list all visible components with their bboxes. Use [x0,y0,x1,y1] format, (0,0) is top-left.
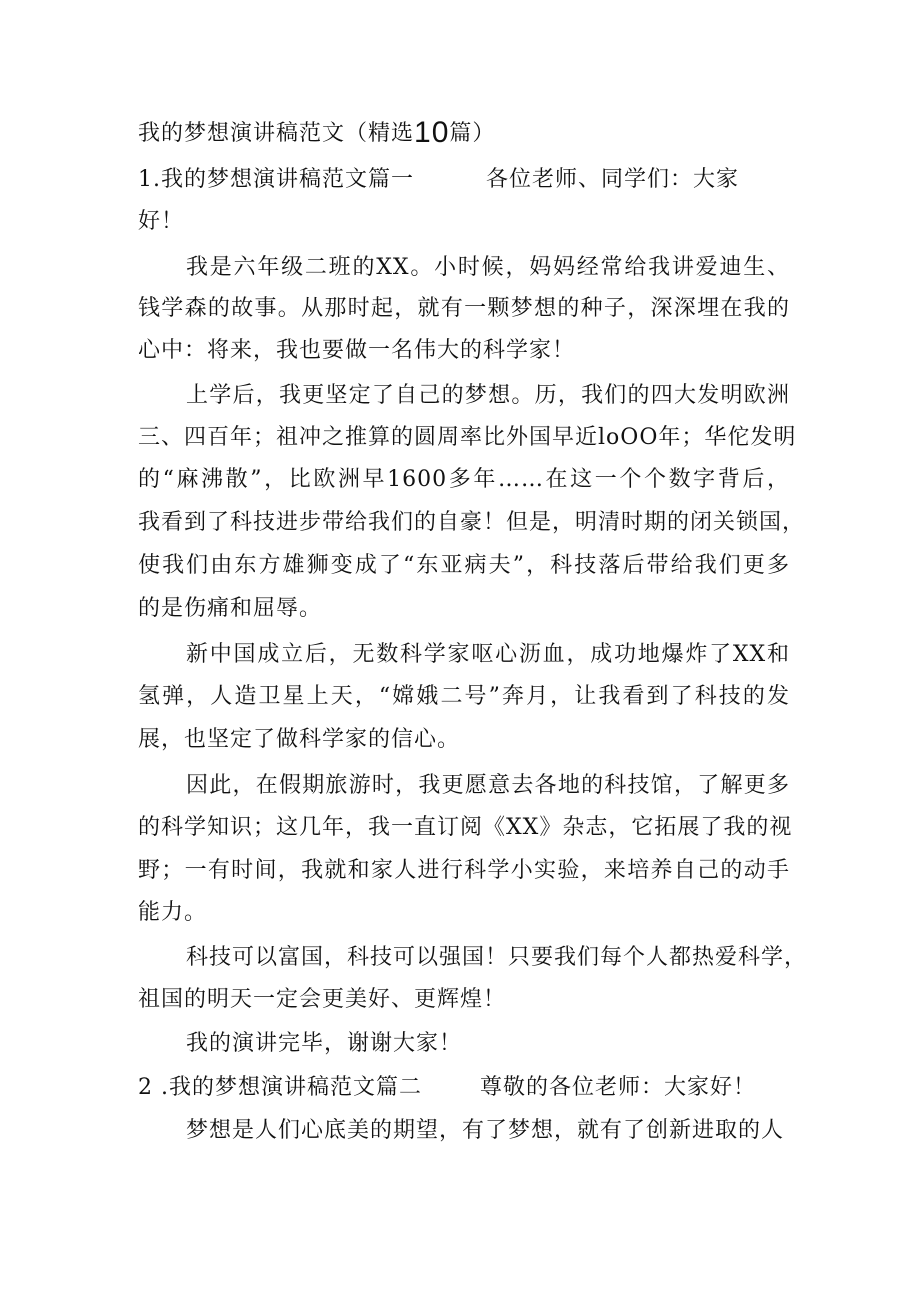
paragraph-line: 野；一有时间，我就和家人进行科学小实验，来培养自己的动手 [138,858,790,883]
section1-heading: 1.我的梦想演讲稿范文篇一 [138,167,414,192]
paragraph-line: 氢弹，人造卫星上天，“嫦娥二号”奔月，让我看到了科技的发 [138,684,790,709]
section1-heading-line [138,165,798,195]
paragraph-line: 祖国的明天一定会更美好、更辉煌！ [138,987,507,1012]
paragraph-line: 科技可以富国，科技可以强国！只要我们每个人都热爱科学， [186,945,808,970]
paragraph-line: 的“麻沸散”，比欧洲早1600多年……在这一个个数字背后， [138,467,790,492]
paragraph-line: 的科学知识；这几年，我一直订阅《XX》杂志，它拓展了我的视 [138,815,793,840]
paragraph-line: 三、四百年；祖冲之推算的圆周率比外国早近loOO年；华佗发明 [138,425,797,450]
section1-greeting: 各位老师、同学们：大家 [486,167,740,192]
paragraph-line: 我看到了科技进步带给我们的自豪！但是，明清时期的闭关锁国， [138,510,806,535]
section2-heading: 2 .我的梦想演讲稿范文篇二 [138,1075,422,1100]
paragraph-line: 我是六年级二班的XX。小时候，妈妈经常给我讲爱迪生、 [186,255,790,280]
paragraph-line: 能力。 [138,900,208,925]
paragraph-line: 的是伤痛和屈辱。 [138,596,323,621]
section2-greeting: 尊敬的各位老师：大家好！ [479,1075,756,1100]
paragraph-line: 因此，在假期旅游时，我更愿意去各地的科技馆，了解更多 [186,773,790,798]
paragraph-line: 使我们由东方雄狮变成了“东亚病夫”，科技落后带给我们更多 [138,553,790,578]
paragraph-line: 梦想是人们心底美的期望，有了梦想，就有了创新进取的人 [186,1118,785,1143]
title-suffix: 篇） [449,121,496,146]
document-title [138,118,798,149]
section1-greeting-cont: 好！ [138,209,185,234]
paragraph-line: 心中：将来，我也要做一名伟大的科学家！ [138,338,576,363]
paragraph-line: 上学后，我更坚定了自己的梦想。历，我们的四大发明欧洲 [186,383,790,408]
paragraph-line: 钱学森的故事。从那时起，就有一颗梦想的种子，深深埋在我的 [138,296,790,321]
paragraph-line: 展，也坚定了做科学家的信心。 [138,727,461,752]
section2-heading-line [138,1073,798,1103]
paragraph-line: 我的演讲完毕，谢谢大家！ [186,1031,463,1056]
paragraph-line: 新中国成立后，无数科学家呕心沥血，成功地爆炸了XX和 [186,642,790,667]
title-prefix: 我的梦想演讲稿范文（精选 [138,121,415,146]
title-number: 10 [414,116,450,149]
